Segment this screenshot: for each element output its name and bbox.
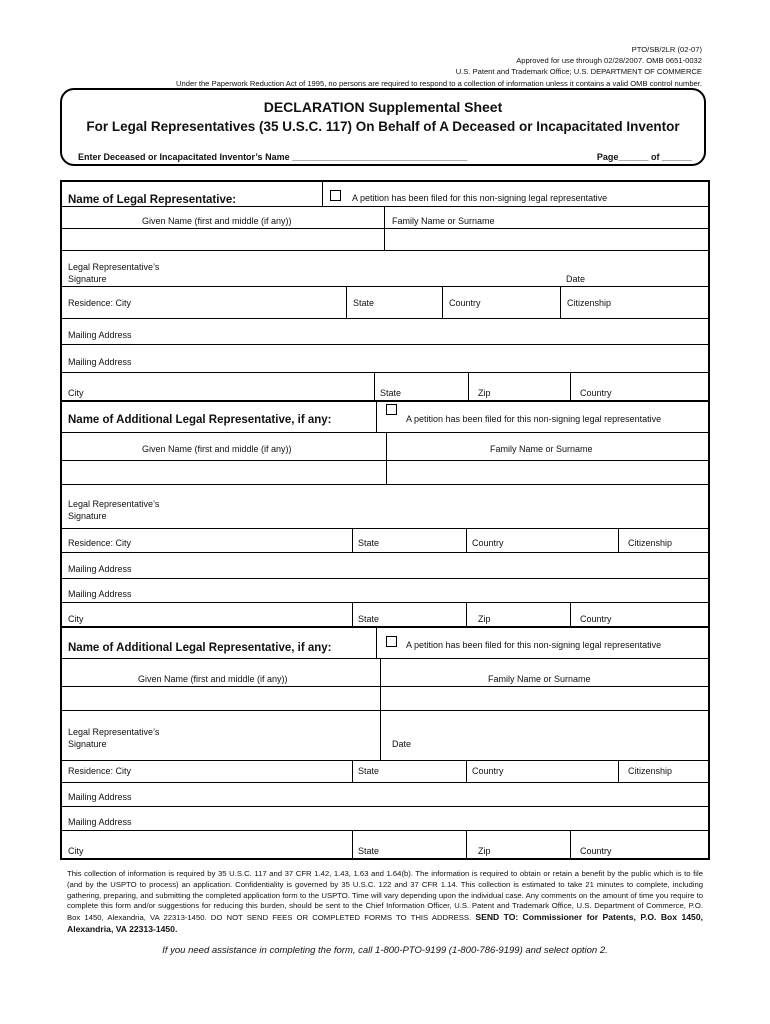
section2-signature-label2: Signature bbox=[68, 511, 107, 521]
section1-date-label: Date bbox=[566, 274, 586, 284]
section2-zip-label: Zip bbox=[478, 614, 491, 624]
page-title: DECLARATION Supplemental Sheet bbox=[263, 99, 503, 115]
section1-signature-label2: Signature bbox=[68, 274, 107, 284]
approval-text: Approved for use through 02/28/2007. OMB 0651-0032 bbox=[516, 56, 702, 65]
section3-mailing2-label: Mailing Address bbox=[68, 817, 132, 827]
section3-family-input[interactable] bbox=[384, 688, 706, 708]
section2-family-input[interactable] bbox=[390, 462, 706, 482]
section3-heading: Name of Additional Legal Representative, if any: bbox=[68, 642, 332, 654]
section2-city-label: City bbox=[68, 614, 84, 624]
section3-citizenship-label: Citizenship bbox=[628, 766, 673, 776]
page-number-field[interactable]: Page______ of ______ bbox=[596, 152, 692, 162]
title-box bbox=[60, 88, 706, 166]
section3-country-label: Country bbox=[472, 766, 504, 776]
burden-statement bbox=[67, 869, 703, 936]
section3-date-label: Date bbox=[392, 739, 412, 749]
section3-country2-label: Country bbox=[580, 846, 612, 856]
section2-petition-checkbox[interactable] bbox=[386, 404, 397, 415]
section3-state-label: State bbox=[358, 766, 380, 776]
declaration-form bbox=[60, 180, 710, 860]
form-id: PTO/SB/2LR (02-07) bbox=[631, 45, 702, 54]
send-to-label: SEND TO: bbox=[475, 912, 519, 923]
section1-citizenship-label: Citizenship bbox=[567, 298, 612, 308]
section1-family-label: Family Name or Surname bbox=[392, 216, 495, 226]
section3-residence-label: Residence: City bbox=[68, 766, 132, 776]
assistance-note: If you need assistance in completing the form, call 1-800-PTO-9199 (1-800-786-9199) and select option 2. bbox=[162, 945, 608, 956]
section2-state2-label: State bbox=[358, 614, 380, 624]
section2-petition-label: A petition has been filed for this non-signing legal representative bbox=[406, 414, 662, 424]
section1-given-label: Given Name (first and middle (if any)) bbox=[142, 216, 292, 226]
section3-petition-label: A petition has been filed for this non-signing legal representative bbox=[406, 640, 662, 650]
section2-residence-label: Residence: City bbox=[68, 538, 132, 548]
section1-country2-label: Country bbox=[580, 388, 612, 398]
section1-signature-label: Legal Representative’s bbox=[68, 262, 160, 272]
section3-mailing1-label: Mailing Address bbox=[68, 792, 132, 802]
section1-petition-checkbox[interactable] bbox=[330, 190, 341, 201]
section3-given-label: Given Name (first and middle (if any)) bbox=[138, 674, 288, 684]
section3-zip-label: Zip bbox=[478, 846, 491, 856]
section3-signature-label2: Signature bbox=[68, 739, 107, 749]
section3-petition-checkbox[interactable] bbox=[386, 636, 397, 647]
section2-mailing1-label: Mailing Address bbox=[68, 564, 132, 574]
agency-text: U.S. Patent and Trademark Office; U.S. DEPARTMENT OF COMMERCE bbox=[455, 67, 702, 76]
section1-family-input[interactable] bbox=[388, 230, 706, 248]
section1-state2-label: State bbox=[380, 388, 402, 398]
section2-country-label: Country bbox=[472, 538, 504, 548]
section3-signature-label: Legal Representative’s bbox=[68, 727, 160, 737]
section1-given-input[interactable] bbox=[64, 230, 380, 248]
section1-zip-label: Zip bbox=[478, 388, 491, 398]
burden-text: This collection of information is required by 35 U.S.C. 117 and 37 CFR 1.42, 1.43, 1.63 and 1.64(b). The information is required to obtain or retain a benefit by the public which is to file (and by the USPTO to process) an application. Confidentiality is governed by 35 U.S.C. 122 and 37 CFR 1.14. This collection is estimated to take 21 minutes to complete, including gathering, preparing, and submitting the completed application form to the USPTO. Time will vary depending upon the individual case. Any comments on the amount of time you require to complete this form and/or suggestions for reducing this burden, should be sent to the Chief Information Officer, U.S. Patent and Trademark Office, U.S. Department of Commerce, P.O. Box 1450, Alexandria, VA 22313-1450. DO NOT SEND FEES OR COMPLETED FORMS TO THIS ADDRESS. bbox=[67, 869, 703, 923]
section1-city-label: City bbox=[68, 388, 84, 398]
inventor-name-field[interactable]: Enter Deceased or Incapacitated Inventor’s Name ___________________________________ bbox=[78, 152, 468, 162]
page-subtitle: For Legal Representatives (35 U.S.C. 117) On Behalf of A Deceased or Incapacitated Inventor bbox=[86, 119, 680, 134]
section3-city-label: City bbox=[68, 846, 84, 856]
section1-state-label: State bbox=[353, 298, 375, 308]
section2-given-label: Given Name (first and middle (if any)) bbox=[142, 444, 292, 454]
section3-signature-input[interactable] bbox=[192, 714, 372, 754]
section3-family-label: Family Name or Surname bbox=[488, 674, 591, 684]
section3-state2-label: State bbox=[358, 846, 380, 856]
section2-signature-input[interactable] bbox=[192, 488, 692, 524]
section1-heading: Name of Legal Representative: bbox=[68, 194, 237, 206]
section2-heading: Name of Additional Legal Representative, if any: bbox=[68, 414, 332, 426]
section3-given-input[interactable] bbox=[64, 688, 376, 708]
paperwork-notice: Under the Paperwork Reduction Act of 1995, no persons are required to respond to a collection of information unless it contains a valid OMB control number. bbox=[176, 79, 702, 88]
section2-family-label: Family Name or Surname bbox=[490, 444, 593, 454]
section2-signature-label: Legal Representative’s bbox=[68, 499, 160, 509]
section1-mailing2-label: Mailing Address bbox=[68, 357, 132, 367]
section1-petition-label: A petition has been filed for this non-signing legal representative bbox=[352, 193, 608, 203]
section1-country-label: Country bbox=[449, 298, 481, 308]
section2-country2-label: Country bbox=[580, 614, 612, 624]
section2-mailing2-label: Mailing Address bbox=[68, 589, 132, 599]
section2-citizenship-label: Citizenship bbox=[628, 538, 673, 548]
section1-residence-label: Residence: City bbox=[68, 298, 132, 308]
section2-given-input[interactable] bbox=[64, 462, 382, 482]
send-to-address: Commissioner for Patents, P.O. Box 1450, Alexandria, VA 22313-1450. bbox=[67, 912, 704, 934]
section1-signature-input[interactable] bbox=[192, 254, 552, 284]
section1-mailing1-label: Mailing Address bbox=[68, 330, 132, 340]
section2-state-label: State bbox=[358, 538, 380, 548]
